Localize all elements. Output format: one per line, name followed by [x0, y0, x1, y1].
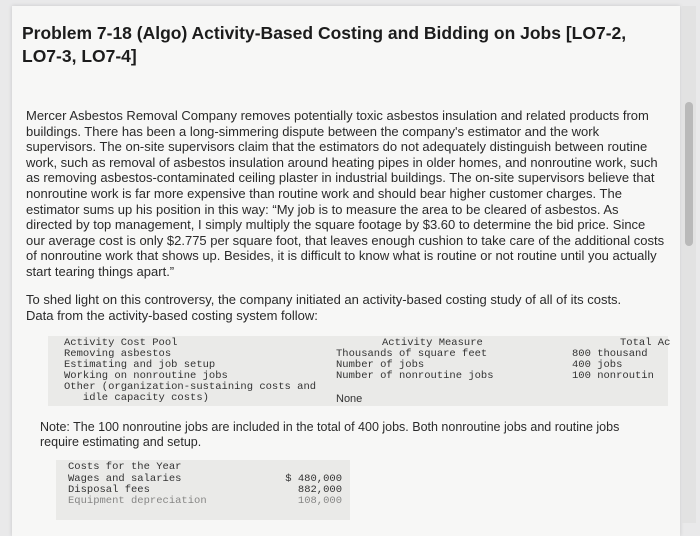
activity-table — [48, 336, 671, 406]
study-intro: To shed light on this controversy, the company initiated an activity-based costing study of all of its costs. Data from the activity-based costing system follow: — [26, 292, 622, 323]
activity-row-total: 100 nonroutin — [572, 370, 654, 382]
activity-row-total: 800 thousand — [572, 348, 648, 360]
activity-row-total: 400 jobs — [572, 359, 623, 371]
cost-row-value: $ 480,000 — [285, 473, 342, 485]
activity-row-pool: idle capacity costs) — [64, 392, 209, 404]
cost-row-value: 882,000 — [297, 484, 342, 496]
costs-table — [56, 460, 350, 520]
activity-row-pool: Other (organization-sustaining costs and — [64, 381, 317, 393]
activity-header-total: Total Ac — [620, 337, 671, 349]
cost-row-label: Disposal fees — [68, 484, 150, 496]
activity-row-pool: Removing asbestos — [64, 348, 172, 360]
note-text: Note: The 100 nonroutine jobs are included in the total of 400 jobs. Both nonroutine jobs and routine jobs require estimating and setup. — [40, 420, 620, 449]
activity-row-measure: Number of jobs — [336, 359, 425, 371]
activity-row-measure: Number of nonroutine jobs — [336, 370, 494, 382]
activity-header-pool: Activity Cost Pool — [64, 337, 178, 349]
problem-description: Mercer Asbestos Removal Company removes potentially toxic asbestos insulation and related products from buildings. There has been a long-simmering dispute between the company's estimator and the work supervisors. The on-site supervisors claim that the estimators do not adequately distinguish between routine work, such as removal of asbestos insulation around heating pipes in older homes, and nonroutine work, such as removing asbestos-contaminated ceiling plaster in industrial buildings. The on-site supervisors believe that nonroutine work is far more expensive than routine work and should bear higher customer charges. The estimator sums up his position in this way: “My job is to measure the area to be cleared of asbestos. As directed by top management, I simply multiply the square footage by $3.60 to determine the bid price. Since our average cost is only $2.775 per square foot, that leaves enough cushion to take care of the additional costs of nonroutine work that shows up. Besides, it is difficult to know what is routine or not routine until you actually start tearing things apart.” — [26, 108, 665, 279]
costs-header: Costs for the Year — [68, 461, 182, 473]
cost-row-value: 108,000 — [297, 495, 342, 507]
cost-row-label: Wages and salaries — [68, 473, 182, 485]
problem-title: Problem 7-18 (Algo) Activity-Based Costing and Bidding on Jobs [LO7-2, LO7-3, LO7-4] — [22, 23, 627, 66]
activity-row-measure: Thousands of square feet — [336, 348, 488, 360]
activity-row-measure: None — [336, 393, 363, 405]
activity-row-pool: Estimating and job setup — [64, 359, 216, 371]
vertical-scrollbar[interactable] — [682, 6, 696, 523]
activity-row-pool: Working on nonroutine jobs — [64, 370, 228, 382]
cost-row-label: Equipment depreciation — [68, 495, 207, 507]
activity-header-measure: Activity Measure — [382, 337, 483, 349]
scrollbar-thumb[interactable] — [685, 102, 693, 246]
